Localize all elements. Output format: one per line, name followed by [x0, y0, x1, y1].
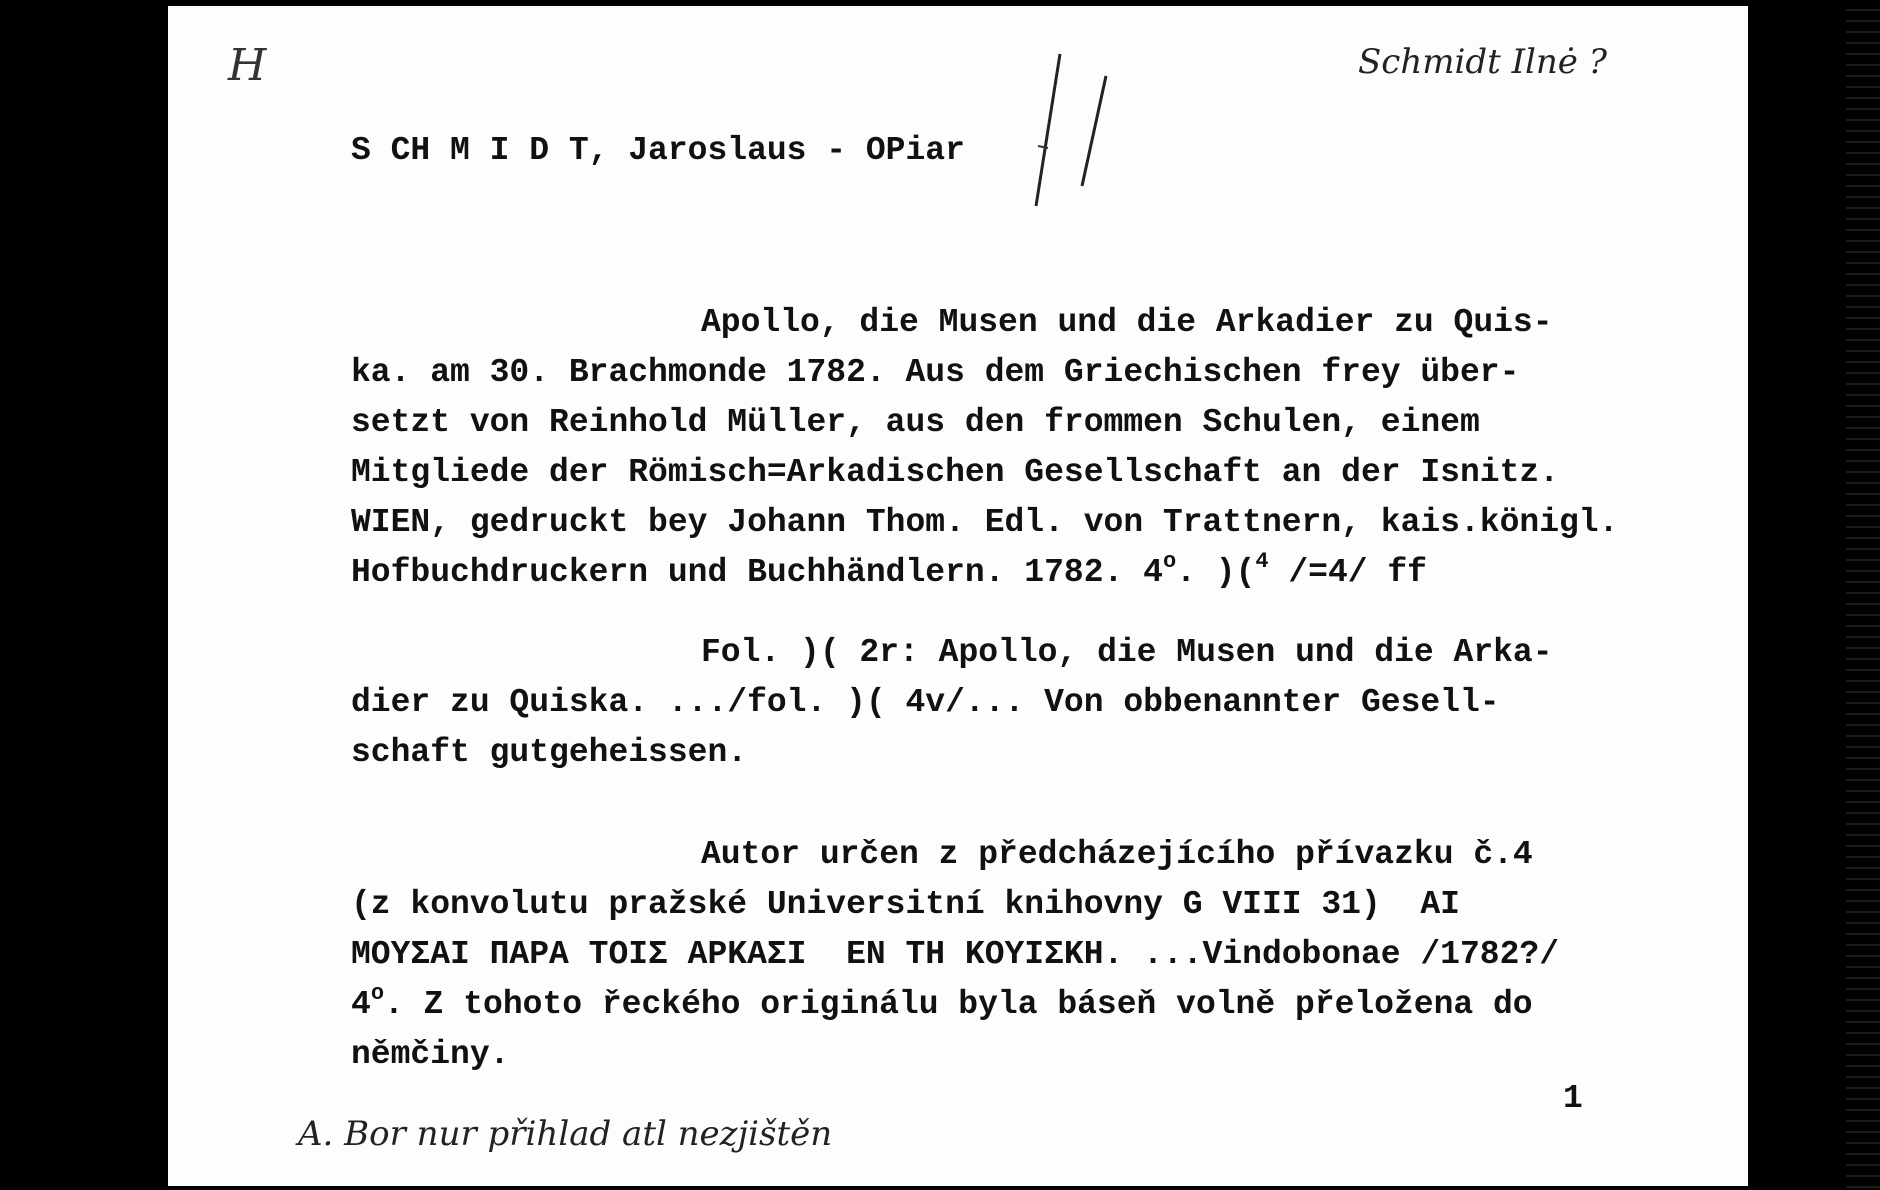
- note-line: (z konvolutu pražské Universitní knihovny G VIII 31) AI: [351, 886, 1460, 923]
- entry-line: setzt von Reinhold Müller, aus den frommen Schulen, einem: [351, 404, 1480, 441]
- note-line: [351, 980, 1533, 1030]
- corner-handwritten-mark: H: [228, 40, 267, 91]
- degree-superscript: o: [370, 981, 385, 1006]
- imprint-text: Hofbuchdruckern und Buchhändlern. 1782. 4: [351, 554, 1163, 591]
- collation-line: schaft gutgeheissen.: [351, 734, 748, 771]
- author-heading: S CH M I D T, Jaroslaus - OPiar: [351, 132, 965, 169]
- handwritten-slash-marks: [1018, 36, 1158, 226]
- catalog-card: [168, 6, 1748, 1186]
- scan-edge-strip: [1846, 0, 1880, 1190]
- imprint-collation: /=4/ ff: [1268, 554, 1427, 591]
- collation-line: Fol. )( 2r: Apollo, die Musen und die Arka-: [701, 634, 1553, 671]
- entry-line-imprint: [351, 548, 1427, 598]
- top-right-handwritten-note: Schmidt Ilnė ?: [1358, 42, 1607, 82]
- degree-superscript: o: [1162, 549, 1177, 574]
- entry-line: WIEN, gedruckt bey Johann Thom. Edl. von Trattnern, kais.königl.: [351, 504, 1619, 541]
- signature-superscript: 4: [1255, 549, 1269, 574]
- entry-line: Mitgliede der Römisch=Arkadischen Gesellschaft an der Isnitz.: [351, 454, 1559, 491]
- format-number: 4: [351, 986, 371, 1023]
- imprint-format: . )(: [1176, 554, 1256, 591]
- note-line-greek: ΜΟΥΣΑΙ ΠΑΡΑ ΤΟΙΣ ΑΡΚΑΣΙ EN TH ΚΟΥΙΣΚΗ. ...Vindobonae /1782?/: [351, 936, 1559, 973]
- bottom-handwritten-note: A. Bor nur přihlad atl nezjištěn: [298, 1114, 833, 1154]
- entry-line: Apollo, die Musen und die Arkadier zu Quis-: [701, 304, 1553, 341]
- collation-line: dier zu Quiska. .../fol. )( 4v/... Von obbenannter Gesell-: [351, 684, 1500, 721]
- entry-line: ka. am 30. Brachmonde 1782. Aus dem Griechischen frey über-: [351, 354, 1520, 391]
- translation-note: . Z tohoto řeckého originálu byla báseň volně přeložena do: [384, 986, 1533, 1023]
- note-line: němčiny.: [351, 1036, 510, 1073]
- page-number: 1: [1563, 1080, 1583, 1117]
- note-line: Autor určen z předcházejícího přívazku č.4: [701, 836, 1533, 873]
